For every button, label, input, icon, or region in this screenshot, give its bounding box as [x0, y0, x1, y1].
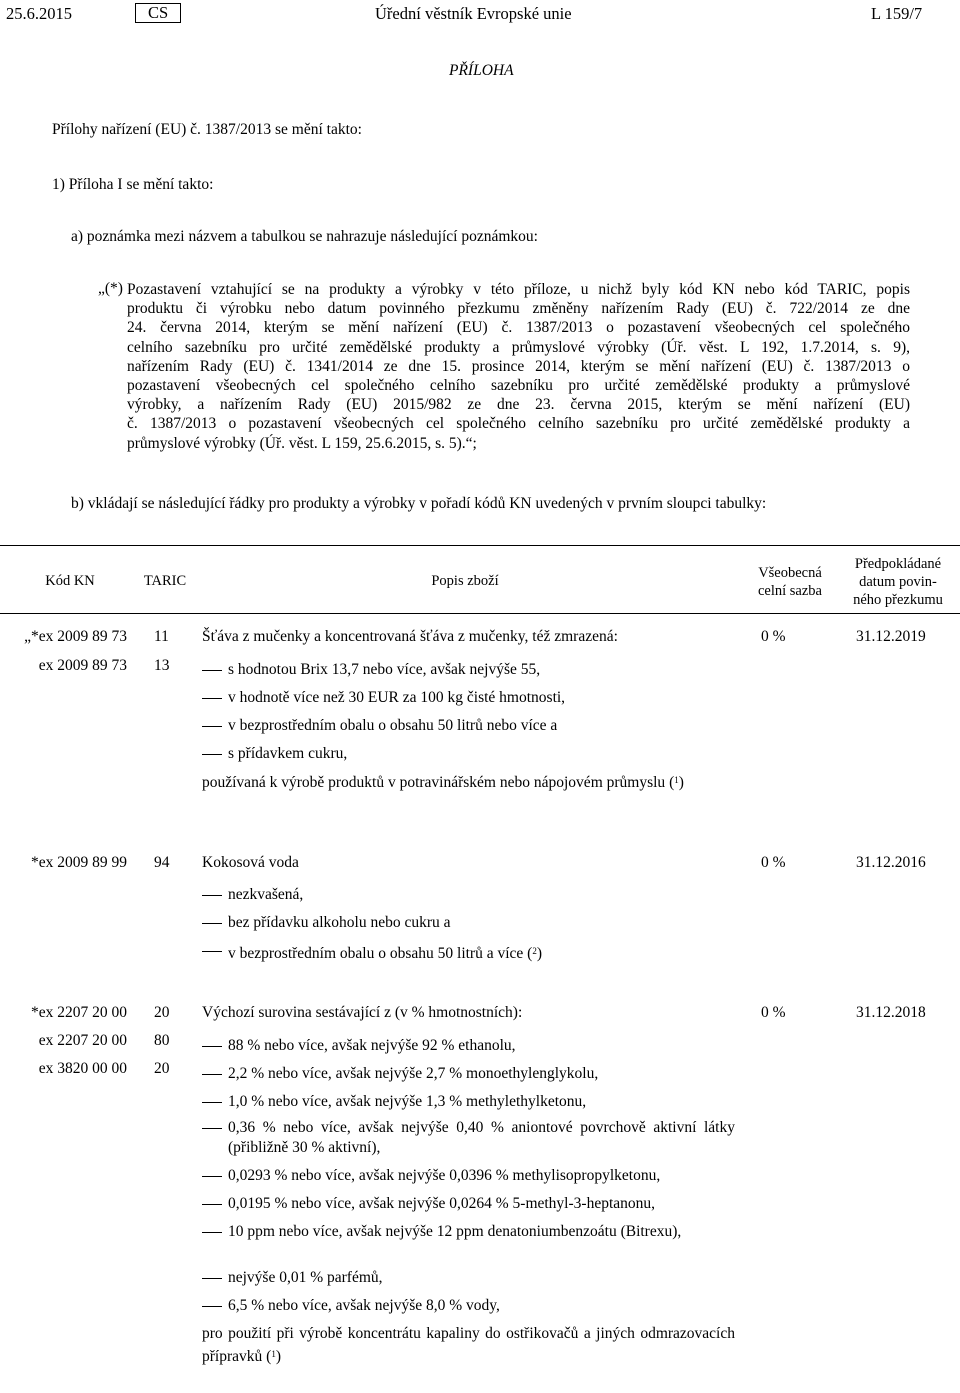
dash-mark [202, 1176, 222, 1177]
header-review-line: Předpokládané [854, 556, 942, 572]
table-top-rule [0, 545, 960, 546]
kn-code: *ex 2207 20 00 [30, 1004, 127, 1021]
footer-text: používaná k výrobě produktů v potravinářském nebo nápojovém průmyslu [202, 774, 666, 791]
footer-text: pro použití při výrobě koncentrátu kapaliny do ostřikovačů a jiných odmrazovacích přípravků [202, 1325, 735, 1365]
page-reference: L 159/7 [871, 4, 923, 23]
header-review [838, 555, 958, 609]
dash-text: v hodnotě více než 30 EUR za 100 kg čisté hmotnosti, [228, 689, 566, 706]
publication-date: 25.6.2015 [6, 4, 72, 23]
note-line: průmyslové výrobky (Úř. věst. L 159, 25.6.2015, s. 5).“; [127, 434, 477, 452]
taric-code: 80 [154, 1032, 170, 1049]
kn-code: ex 3820 00 00 [38, 1060, 127, 1077]
header-description: Popis zboží [431, 573, 499, 589]
taric-code: 20 [154, 1060, 170, 1077]
dash-mark [202, 1074, 222, 1075]
dash-text: s přídavkem cukru, [228, 745, 348, 762]
note-line: č. 1387/2013 o pozastavení všeobecných cel společného celního sazebníku pro určité zemědělské produkty a [127, 415, 910, 433]
dash-mark [202, 895, 222, 896]
duty-rate: 0 % [761, 1004, 786, 1021]
dash-mark [202, 1278, 222, 1279]
kn-code: ex 2009 89 73 [38, 657, 127, 674]
journal-title: Úřední věstník Evropské unie [375, 4, 572, 23]
note-line: výrobky, a nařízením Rady (EU) 2015/982 ze dne 23. června 2015, kterým se mění nařízení (EU) [127, 396, 910, 414]
footnote-ref: 1 [271, 1349, 276, 1359]
dash-mark [202, 698, 222, 699]
taric-code: 13 [154, 657, 170, 674]
dash-mark [202, 1306, 222, 1307]
dash-text: s hodnotou Brix 13,7 nebo více, avšak nejvýše 55, [228, 661, 541, 678]
note-line: produktu či výrobku nebo datum povinného přezkumu změněny nařízením Rady (EU) č. 722/2014 ze dne [127, 300, 910, 318]
review-date: 31.12.2019 [856, 628, 926, 645]
note-label: „(*) [98, 280, 123, 297]
dash-text: 10 ppm nebo více, avšak nejvýše 12 ppm denatoniumbenzoátu (Bitrexu), [228, 1223, 682, 1240]
dash-mark [202, 1128, 222, 1129]
dash-text: 0,36 % nebo více, avšak nejvýše 0,40 % aniontové povrchově aktivní látky (přibližně 30 % aktivní), [228, 1119, 735, 1156]
point-b: b) vkládají se následující řádky pro produkty a výrobky v pořadí kódů KN uvedených v prvním sloupci tabulky: [71, 495, 767, 512]
dash-mark [202, 726, 222, 727]
dash-mark [202, 951, 222, 952]
description-title: Výchozí surovina sestávající z (v % hmotnostních): [202, 1004, 523, 1021]
annex-title: PŘÍLOHA [449, 62, 514, 79]
taric-code: 94 [154, 854, 170, 871]
taric-code: 11 [154, 628, 169, 645]
point-1: 1) Příloha I se mění takto: [52, 176, 214, 193]
review-date: 31.12.2016 [856, 854, 926, 871]
dash-mark [202, 923, 222, 924]
dash-text: v bezprostředním obalu o obsahu 50 litrů nebo více a [228, 717, 558, 734]
header-rate-line: celní sazba [757, 583, 822, 599]
dash-text: 2,2 % nebo více, avšak nejvýše 2,7 % monoethylenglykolu, [228, 1065, 599, 1082]
note-line: pozastavení všeobecných cel společného celního sazebníku pro určité zemědělské produkty a průmyslové [127, 377, 910, 395]
header-kn: Kód KN [45, 573, 95, 589]
note-line: celního sazebníku pro určité zemědělské produkty a průmyslové výrobky (Úř. věst. L 192, 1.7.2014, s. 9), [127, 338, 910, 356]
duty-rate: 0 % [761, 628, 786, 645]
dash-mark [202, 670, 222, 671]
dash-mark [202, 1204, 222, 1205]
dash-text: 88 % nebo více, avšak nejvýše 92 % ethanolu, [228, 1037, 516, 1054]
footnote-ref: 1 [674, 775, 679, 785]
dash-text: v bezprostředním obalu o obsahu 50 litrů a více ($^2$) [228, 945, 543, 962]
point-a: a) poznámka mezi názvem a tabulkou se nahrazuje následující poznámkou: [71, 228, 538, 245]
dash-mark [202, 1232, 222, 1233]
dash-mark [202, 754, 222, 755]
dash-mark [202, 1102, 222, 1103]
description-title: Šťáva z mučenky a koncentrovaná šťáva z mučenky, též zmrazená: [202, 628, 618, 645]
kn-code: ex 2207 20 00 [38, 1032, 127, 1049]
kn-code: „*ex 2009 89 73 [24, 628, 127, 645]
header-rate-line: Všeobecná [758, 565, 822, 581]
duty-rate: 0 % [761, 854, 786, 871]
dash-text: 6,5 % nebo více, avšak nejvýše 8,0 % vody, [228, 1297, 500, 1314]
header-review-line: ného přezkumu [853, 592, 943, 608]
dash-text: nejvýše 0,01 % parfémů, [228, 1269, 383, 1286]
header-review-line: datum povin- [859, 574, 937, 590]
table-header-rule [0, 613, 960, 614]
dash-text-content: v bezprostředním obalu o obsahu 50 litrů a více [228, 945, 524, 962]
dash-text: bez přídavku alkoholu nebo cukru a [228, 914, 451, 931]
dash-text: nezkvašená, [228, 886, 304, 903]
description-footer: pro použití při výrobě koncentrátu kapaliny do ostřikovačů a jiných odmrazovacích přípravků ($^1$) [202, 1325, 735, 1365]
description-title: Kokosová voda [202, 854, 299, 871]
dash-mark [202, 1046, 222, 1047]
note-line: 24. června 2014, kterým se mění nařízení (EU) č. 1387/2013 o pozastavení všeobecných cel společného [127, 319, 910, 337]
language-badge: CS [135, 3, 181, 23]
dash-text: 0,0195 % nebo více, avšak nejvýše 0,0264 % 5-methyl-3-heptanonu, [228, 1195, 656, 1212]
header-rate [740, 564, 840, 600]
dash-text: 0,0293 % nebo více, avšak nejvýše 0,0396 % methylisopropylketonu, [228, 1167, 661, 1184]
intro-text: Přílohy nařízení (EU) č. 1387/2013 se mění takto: [52, 121, 362, 138]
note-text [127, 280, 910, 453]
note-line: nařízením Rady (EU) č. 1341/2014 ze dne 15. prosince 2014, kterým se mění nařízení (EU) č. 1387/2013 o [127, 357, 910, 375]
footnote-ref: 2 [532, 946, 537, 956]
header-taric: TARIC [143, 573, 187, 589]
description-footer: používaná k výrobě produktů v potravinářském nebo nápojovém průmyslu ($^1$) [202, 774, 684, 791]
kn-code: *ex 2009 89 99 [30, 854, 127, 871]
review-date: 31.12.2018 [856, 1004, 926, 1021]
taric-code: 20 [154, 1004, 170, 1021]
dash-text: 1,0 % nebo více, avšak nejvýše 1,3 % methylethylketonu, [228, 1093, 587, 1110]
note-line: Pozastavení vztahující se na produkty a výrobky v této příloze, u nichž byly kód KN nebo kód TARIC, popis [127, 281, 910, 298]
